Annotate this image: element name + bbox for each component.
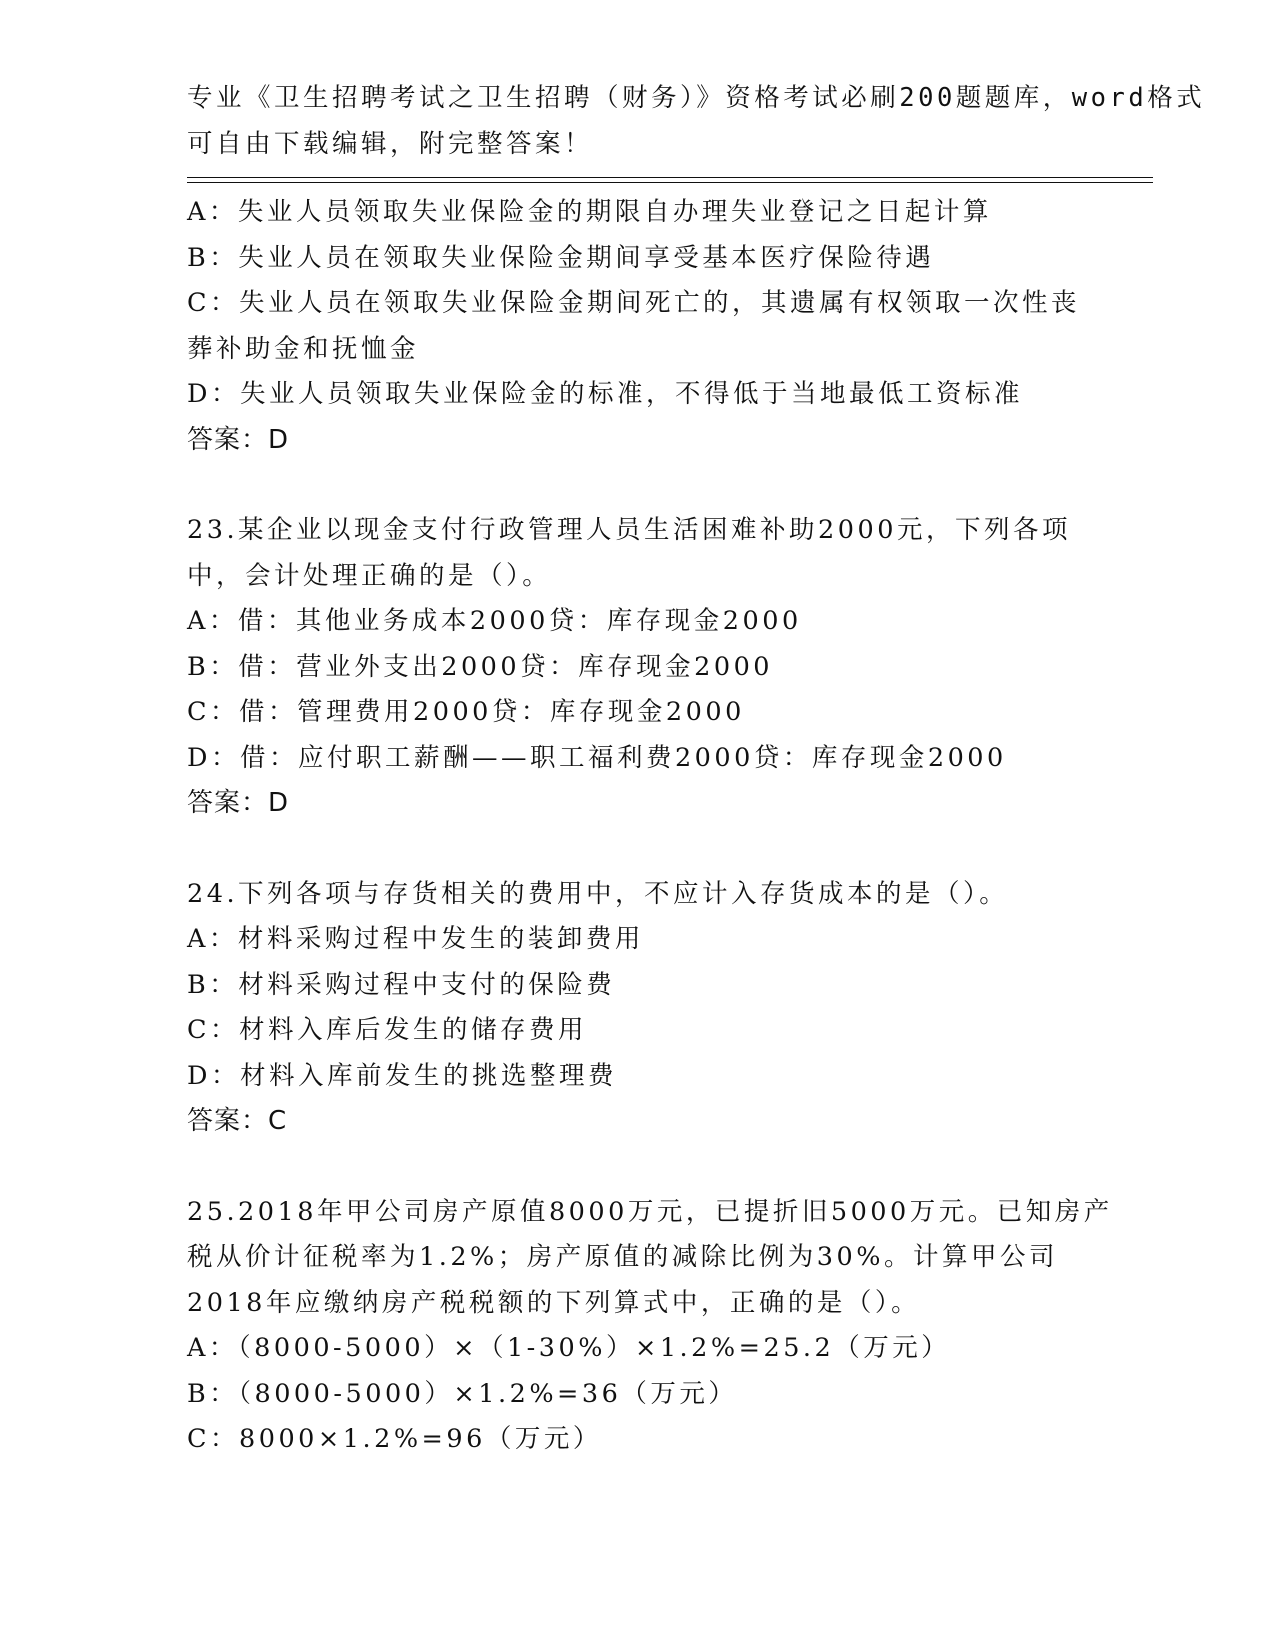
question-24 [187,872,1087,1145]
option-b: B：（8000-5000）×1.2%=36（万元） [187,1378,738,1409]
option-a: A：（8000-5000）×（1-30%）×1.2%=25.2（万元） [187,1333,951,1363]
option-c-continued: 葬补助金和抚恤金 [187,333,420,364]
option-a: A：材料采购过程中发生的装卸费用 [187,924,644,954]
header-divider-bottom [187,182,1153,183]
question-stem-continued: 税从价计征税率为1.2%；房产原值的减除比例为30%。计算甲公司 [187,1242,1058,1272]
question-25 [187,1190,1113,1463]
document-header [187,76,1206,167]
question-stem: 24.下列各项与存货相关的费用中，不应计入存货成本的是（）。 [187,878,1009,909]
option-c: C：借：管理费用2000贷：库存现金2000 [187,697,745,727]
question-stem-continued: 中，会计处理正确的是（）。 [187,560,552,591]
question-23 [187,508,1087,827]
option-c: C：失业人员在领取失业保险金期间死亡的，其遗属有权领取一次性丧 [187,288,1081,318]
question-stem-continued-2: 2018年应缴纳房产税税额的下列算式中，正确的是（）。 [187,1287,921,1318]
option-d: D：材料入库前发生的挑选整理费 [187,1060,617,1091]
option-a: A：失业人员领取失业保险金的期限自办理失业登记之日起计算 [187,197,992,227]
answer-line: 答案：C [187,1106,288,1136]
question-22-options [187,190,1087,463]
header-title-line-2: 可自由下载编辑，附完整答案！ [187,128,594,159]
option-b: B：借：营业外支出2000贷：库存现金2000 [187,651,774,682]
answer-line: 答案：D [187,788,290,818]
option-a: A：借：其他业务成本2000贷：库存现金2000 [187,606,802,636]
question-list [187,190,1113,1463]
header-divider-top [187,177,1153,178]
option-c: C：8000×1.2%=96（万元） [187,1424,602,1454]
question-stem: 23.某企业以现金支付行政管理人员生活困难补助2000元，下列各项 [187,515,1071,545]
question-stem: 25.2018年甲公司房产原值8000万元，已提折旧5000万元。已知房产 [187,1196,1113,1227]
option-b: B：失业人员在领取失业保险金期间享受基本医疗保险待遇 [187,242,935,273]
header-title-line-1: 专业《卫生招聘考试之卫生招聘（财务）》资格考试必刷200题题库，word格式 [187,83,1206,113]
option-b: B：材料采购过程中支付的保险费 [187,969,616,1000]
answer-line: 答案：D [187,424,290,455]
option-d: D：失业人员领取失业保险金的标准，不得低于当地最低工资标准 [187,379,1023,409]
option-c: C：材料入库后发生的储存费用 [187,1015,588,1045]
option-d: D：借：应付职工薪酬——职工福利费2000贷：库存现金2000 [187,742,1007,773]
